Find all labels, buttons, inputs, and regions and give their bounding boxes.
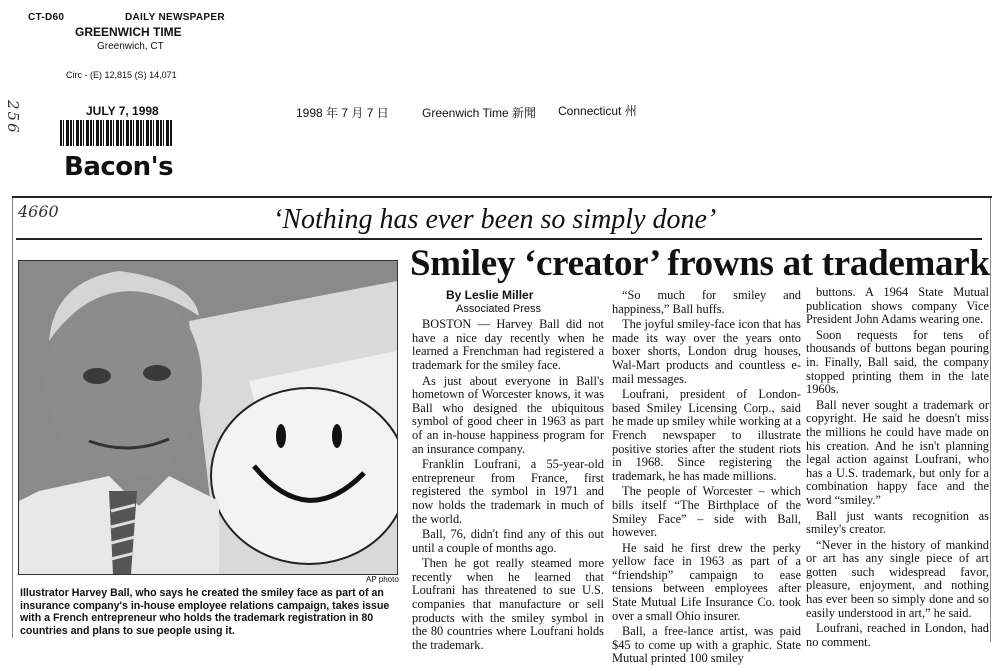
paragraph: Ball, a free-lance artist, was paid $45 to come up with a graphic. State Mutual printed 100 smiley xyxy=(612,624,801,666)
paragraph: buttons. A 1964 State Mutual publication shows company Vice President John Adams wearing one. xyxy=(806,285,989,327)
paragraph: He said he first drew the perky yellow face in 1963 as part of a “friendship” campaign to ease tensions between employees after State Mutual Life Insurance Co. took over a small Ohio insurer. xyxy=(612,540,801,623)
paragraph: BOSTON — Harvey Ball did not have a nice day recently when he learned a Frenchman had registered a trademark for the smiley face. xyxy=(412,317,604,372)
article-headline: Smiley ‘creator’ frowns at trademark xyxy=(410,243,990,284)
article-column-2 xyxy=(612,289,801,668)
photo-illustration xyxy=(19,261,397,574)
side-handwritten-note: 256 xyxy=(4,100,22,135)
jp-state: Connecticut 州 xyxy=(558,104,637,118)
barcode xyxy=(60,120,172,146)
bacons-logo: Bacon's xyxy=(64,152,174,182)
paragraph: “So much for smiley and happiness,” Ball huffs. xyxy=(612,288,801,316)
paragraph: The people of Worcester – which bills itself “The Birthplace of the Smiley Face” – side with Ball, however. xyxy=(612,484,801,540)
paper-name: GREENWICH TIME xyxy=(75,25,182,39)
byline-org: Associated Press xyxy=(456,302,541,315)
paragraph: Loufrani, president of London-based Smiley Licensing Corp., said he made up smiley while working at a French newspaper to illustrate positive stories after the student riots in 1968. Since registering the trademark, he has made millions. xyxy=(612,387,801,483)
paragraph: The joyful smiley-face icon that has made its way over the years onto boxer shorts, London drug houses, Wal-Mart products and countless e-mail messages. xyxy=(612,317,801,386)
article-column-3 xyxy=(806,286,989,651)
paragraph: Franklin Loufrani, a 55-year-old entrepreneur from France, first registered the symbol in 1971 and now holds the trademark in much of the world. xyxy=(412,457,604,526)
paragraph: Then he got really steamed more recently when he learned that Loufrani has threatened to sue U.S. companies that manufacture or sell products with the smiley symbol in the 80 countries where Loufrani holds the trademark. xyxy=(412,556,604,652)
handwritten-number: 4660 xyxy=(18,202,59,221)
paragraph: Ball, 76, didn't find any of this out until a couple of months ago. xyxy=(412,527,604,555)
publication-type: DAILY NEWSPAPER xyxy=(125,12,225,23)
article-kicker: ‘Nothing has ever been so simply done’ xyxy=(273,204,717,235)
circ-s-label: (S) xyxy=(134,70,147,80)
clip-left-edge xyxy=(12,198,13,638)
article-column-1 xyxy=(412,289,604,654)
photo-harvey-ball xyxy=(18,260,398,575)
jp-paper: Greenwich Time 新聞 xyxy=(422,106,537,120)
clip-top-rule xyxy=(12,196,992,198)
circ-e-value: 12,815 xyxy=(104,70,133,80)
jp-date: 1998 年 7 月 7 日 xyxy=(296,106,389,120)
paragraph: Ball just wants recognition as smiley's creator. xyxy=(806,508,989,537)
photo-credit: AP photo xyxy=(366,575,399,584)
paper-location: Greenwich, CT xyxy=(97,41,164,52)
paragraph: Soon requests for tens of thousands of buttons began pouring in. Finally, Ball said, the company stopped printing them in the late 1960s. xyxy=(806,327,989,397)
byline-author: By Leslie Miller xyxy=(446,288,534,302)
paragraph: Loufrani, reached in London, had no comment. xyxy=(806,621,989,649)
circ-label: Circ - (E) xyxy=(66,70,102,80)
circulation xyxy=(66,70,177,80)
photo-caption: Illustrator Harvey Ball, who says he created the smiley face as part of an insurance company's in-house employee relations campaign, takes issue with a French entrepreneur who holds the trademark registration in 80 countries and plans to sue people using it. xyxy=(20,587,390,637)
clip-code: CT-D60 xyxy=(28,12,65,23)
paragraph: Ball never sought a trademark or copyright. He said he doesn't miss the millions he could have made on his creation. And he isn't planning legal action against Loufrani, who has a U.S. trademark, but only for a combination happy face and the word “smiley.” xyxy=(806,397,989,507)
clip-right-edge xyxy=(990,198,991,642)
kicker-rule xyxy=(16,238,982,240)
circ-s-value: 14,071 xyxy=(149,70,177,80)
paragraph: “Never in the history of mankind or art has any single piece of art gotten such widespread favor, pleasure, enjoyment, and nothing has ever been so simply done and so easily understood in art,” he said. xyxy=(806,537,989,620)
clip-date: JULY 7, 1998 xyxy=(86,104,159,118)
paragraph: As just about everyone in Ball's hometown of Worcester knows, it was Ball who designed the ubiquitous symbol of good cheer in 1963 as part of an in-house happiness program for an insurance company. xyxy=(412,373,604,456)
